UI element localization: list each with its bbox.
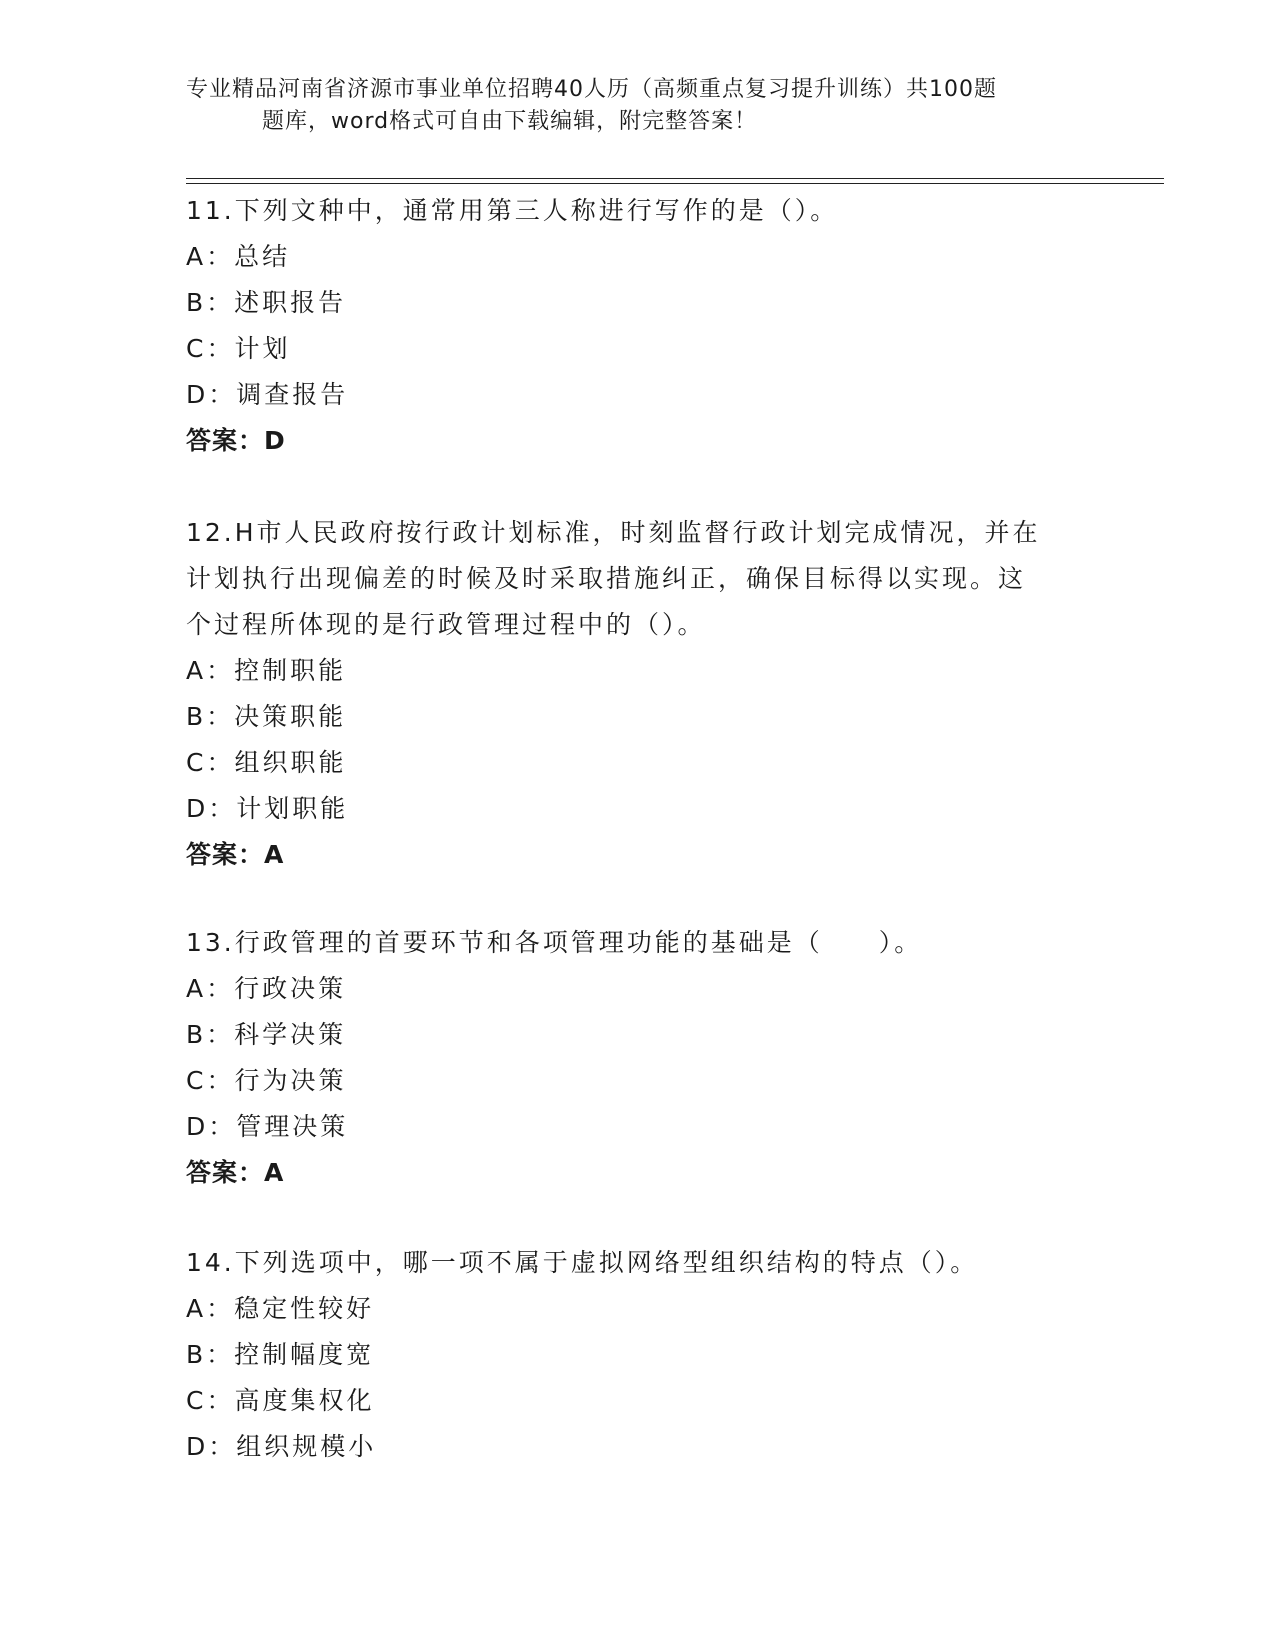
question-13 (186, 920, 1086, 1196)
option-b: B：述职报告 (186, 288, 347, 317)
option-d: D：组织规模小 (186, 1432, 377, 1461)
question-stem: 11.下列文种中，通常用第三人称进行写作的是（）。 (186, 196, 839, 225)
question-12 (186, 510, 1086, 878)
option-c: C：行为决策 (186, 1066, 347, 1095)
option-c: C：组织职能 (186, 748, 347, 777)
option-d: D：计划职能 (186, 794, 349, 823)
answer: 答案：A (186, 840, 285, 869)
answer: 答案：A (186, 1158, 285, 1187)
header-rule-bottom (186, 183, 1164, 184)
question-stem: 13.行政管理的首要环节和各项管理功能的基础是（ ）。 (186, 928, 923, 957)
option-b: B：决策职能 (186, 702, 347, 731)
title-line-2: 题库，word格式可自由下载编辑，附完整答案！ (262, 109, 758, 134)
option-a: A：行政决策 (186, 974, 347, 1003)
option-a: A：稳定性较好 (186, 1294, 375, 1323)
question-stem: 14.下列选项中，哪一项不属于虚拟网络型组织结构的特点（）。 (186, 1248, 979, 1277)
question-stem-line-2: 计划执行出现偏差的时候及时采取措施纠正，确保目标得以实现。这 (186, 564, 1027, 593)
document-title (186, 74, 1086, 138)
question-stem-line-1: 12.H市人民政府按行政计划标准，时刻监督行政计划完成情况，并在 (186, 518, 1041, 547)
header-rule-top (186, 178, 1164, 179)
question-14 (186, 1240, 1086, 1470)
option-b: B：控制幅度宽 (186, 1340, 375, 1369)
option-b: B：科学决策 (186, 1020, 347, 1049)
question-11 (186, 188, 1086, 464)
option-a: A：控制职能 (186, 656, 347, 685)
option-c: C：计划 (186, 334, 291, 363)
question-stem-line-3: 个过程所体现的是行政管理过程中的（）。 (186, 610, 706, 639)
option-d: D：调查报告 (186, 380, 349, 409)
answer: 答案：D (186, 426, 286, 455)
option-a: A：总结 (186, 242, 291, 271)
option-c: C：高度集权化 (186, 1386, 375, 1415)
option-d: D：管理决策 (186, 1112, 349, 1141)
title-line-1: 专业精品河南省济源市事业单位招聘40人历（高频重点复习提升训练）共100题 (186, 77, 997, 102)
